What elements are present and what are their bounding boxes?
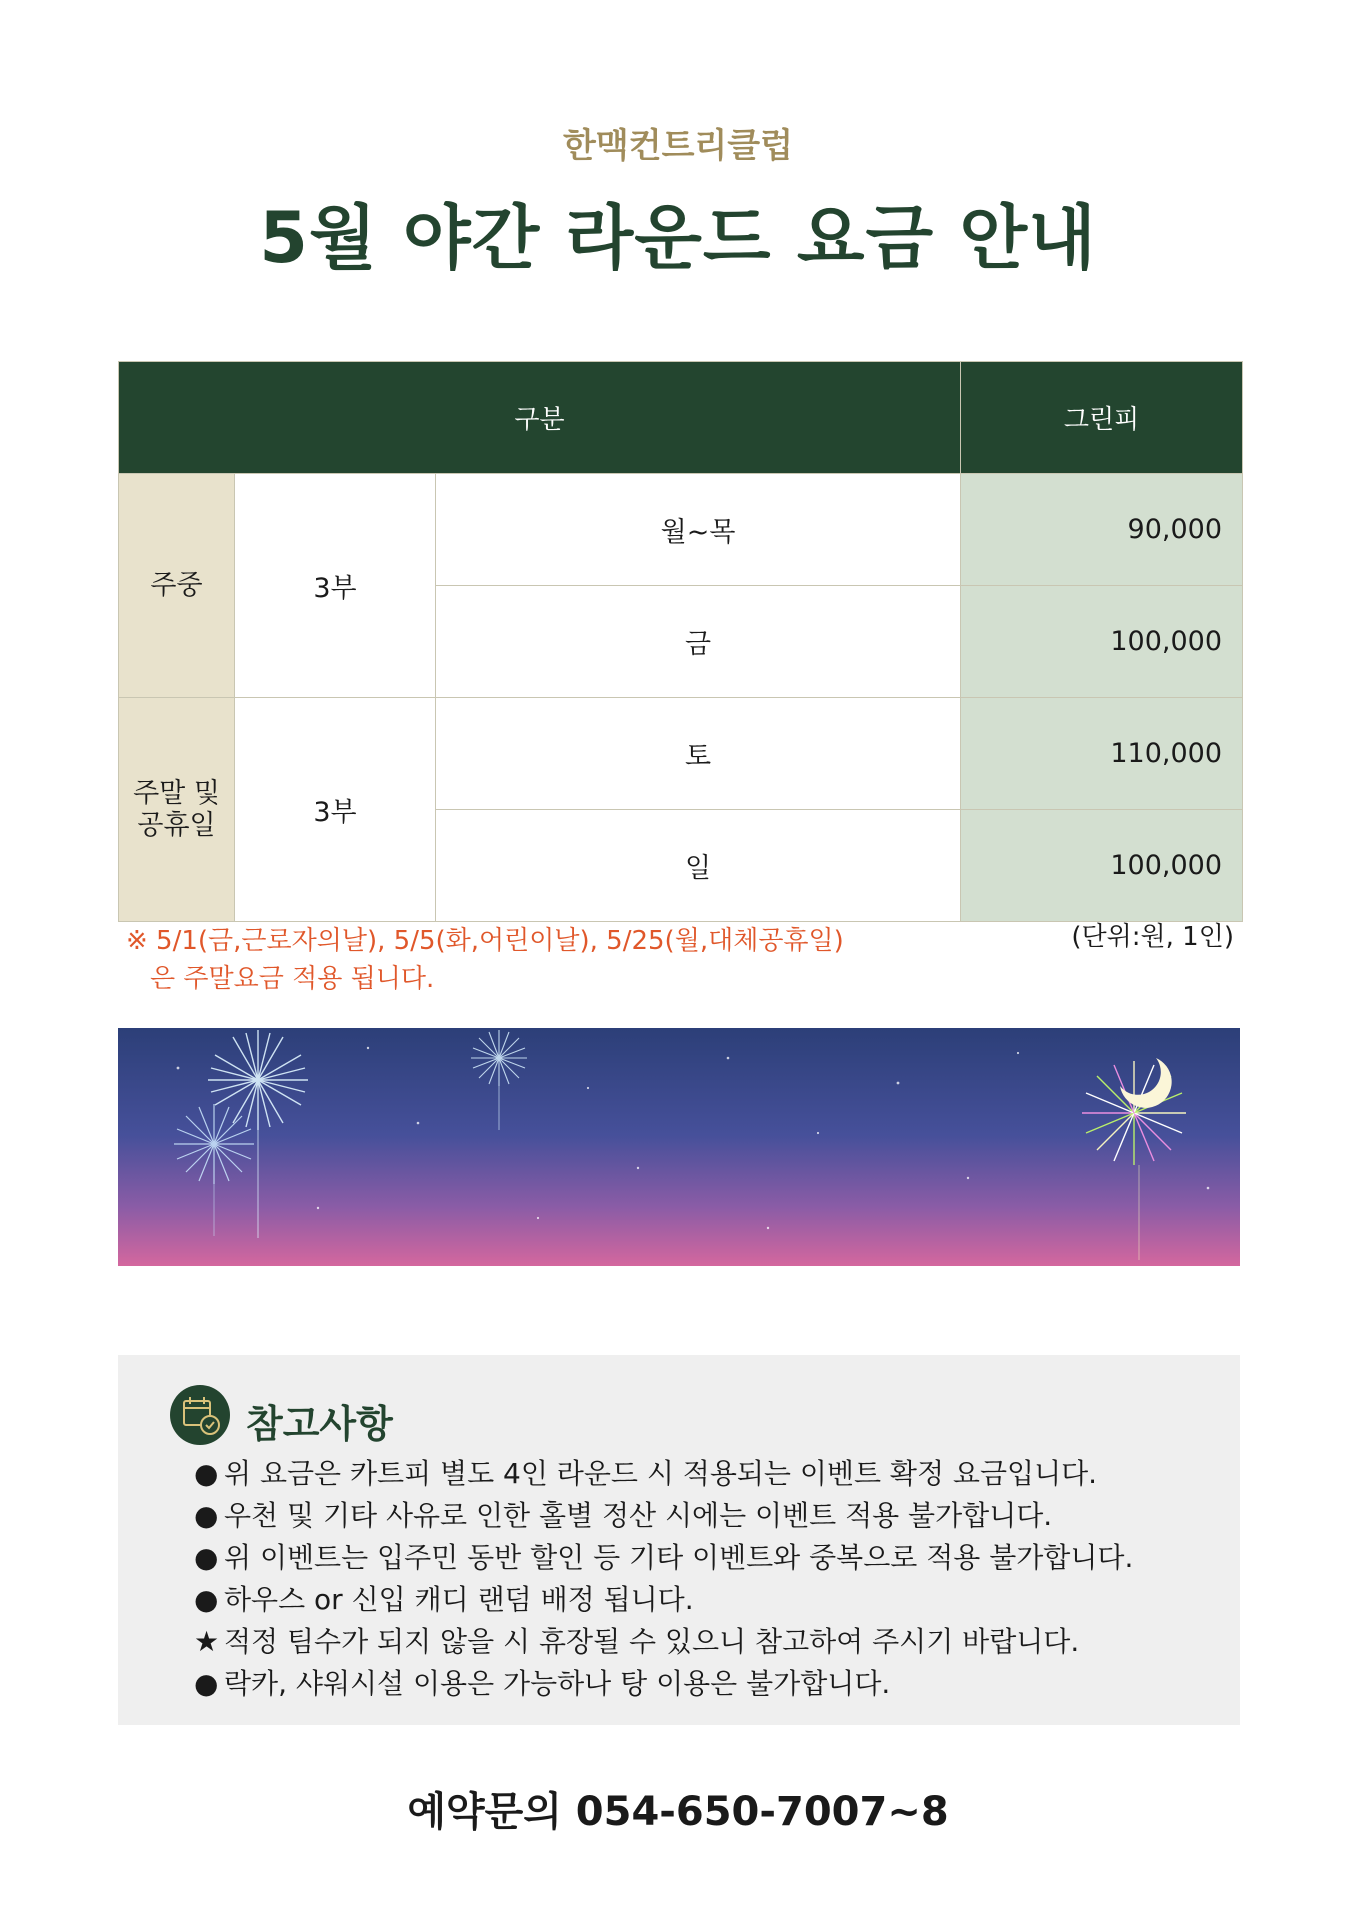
- list-item: [194, 1579, 1133, 1621]
- bullet-marker: ●: [194, 1583, 219, 1616]
- part-weekend: 3부: [235, 698, 436, 922]
- fireworks-banner: [118, 1028, 1240, 1266]
- page-title: 5월 야간 라운드 요금 안내: [259, 197, 1097, 279]
- fee-cell: 110,000: [961, 698, 1243, 810]
- table-row: [119, 474, 1243, 586]
- list-item-text: 위 요금은 카트피 별도 4인 라운드 시 적용되는 이벤트 확정 요금입니다.: [224, 1457, 1098, 1490]
- fee-cell: 100,000: [961, 810, 1243, 922]
- table-row: [119, 698, 1243, 810]
- fee-table: [118, 361, 1243, 922]
- list-item-text: 적정 팀수가 되지 않을 시 휴장될 수 있으니 참고하여 주시기 바랍니다.: [224, 1625, 1080, 1658]
- bullet-marker: ●: [194, 1667, 219, 1700]
- notes-list: [194, 1453, 1133, 1705]
- day-cell: 월~목: [436, 474, 961, 586]
- day-cell: 토: [436, 698, 961, 810]
- holiday-note-line-2: 은 주말요금 적용 됩니다.: [150, 964, 435, 994]
- header-category: 구분: [119, 362, 961, 474]
- category-weekend-holiday: [119, 698, 235, 922]
- unit-label: (단위:원, 1인): [1071, 922, 1234, 952]
- list-item: [194, 1537, 1133, 1579]
- notes-section: [118, 1355, 1240, 1725]
- star-marker: ★: [194, 1625, 220, 1658]
- list-item-text: 락카, 샤워시설 이용은 가능하나 탕 이용은 불가합니다.: [224, 1667, 891, 1700]
- category-line-1: 주말 및: [133, 777, 220, 809]
- day-cell: 일: [436, 810, 961, 922]
- notes-title: 참고사항: [246, 1402, 393, 1446]
- category-line-2: 공휴일: [137, 809, 216, 841]
- bullet-marker: ●: [194, 1457, 219, 1490]
- table-header-row: [119, 362, 1243, 474]
- category-weekday: 주중: [119, 474, 235, 698]
- calendar-check-icon: [170, 1385, 230, 1445]
- holiday-note-line-1: ※ 5/1(금,근로자의날), 5/5(화,어린이날), 5/25(월,대체공휴일): [126, 926, 844, 956]
- list-item-text: 위 이벤트는 입주민 동반 할인 등 기타 이벤트와 중복으로 적용 불가합니다.: [224, 1541, 1134, 1574]
- fee-cell: 100,000: [961, 586, 1243, 698]
- bullet-marker: ●: [194, 1541, 219, 1574]
- bullet-marker: ●: [194, 1499, 219, 1532]
- header-fee: 그린피: [961, 362, 1243, 474]
- reservation-contact: 예약문의 054-650-7007~8: [407, 1789, 949, 1835]
- fee-cell: 90,000: [961, 474, 1243, 586]
- list-item: [194, 1621, 1133, 1663]
- day-cell: 금: [436, 586, 961, 698]
- list-item: [194, 1663, 1133, 1705]
- fireworks-illustration: [118, 1028, 1240, 1266]
- list-item-text: 하우스 or 신입 캐디 랜덤 배정 됩니다.: [224, 1583, 694, 1616]
- holiday-note: [126, 922, 844, 998]
- list-item-text: 우천 및 기타 사유로 인한 홀별 정산 시에는 이벤트 적용 불가합니다.: [224, 1499, 1053, 1532]
- club-name: 한맥컨트리클럽: [563, 126, 793, 166]
- list-item: [194, 1495, 1133, 1537]
- list-item: [194, 1453, 1133, 1495]
- part-weekday: 3부: [235, 474, 436, 698]
